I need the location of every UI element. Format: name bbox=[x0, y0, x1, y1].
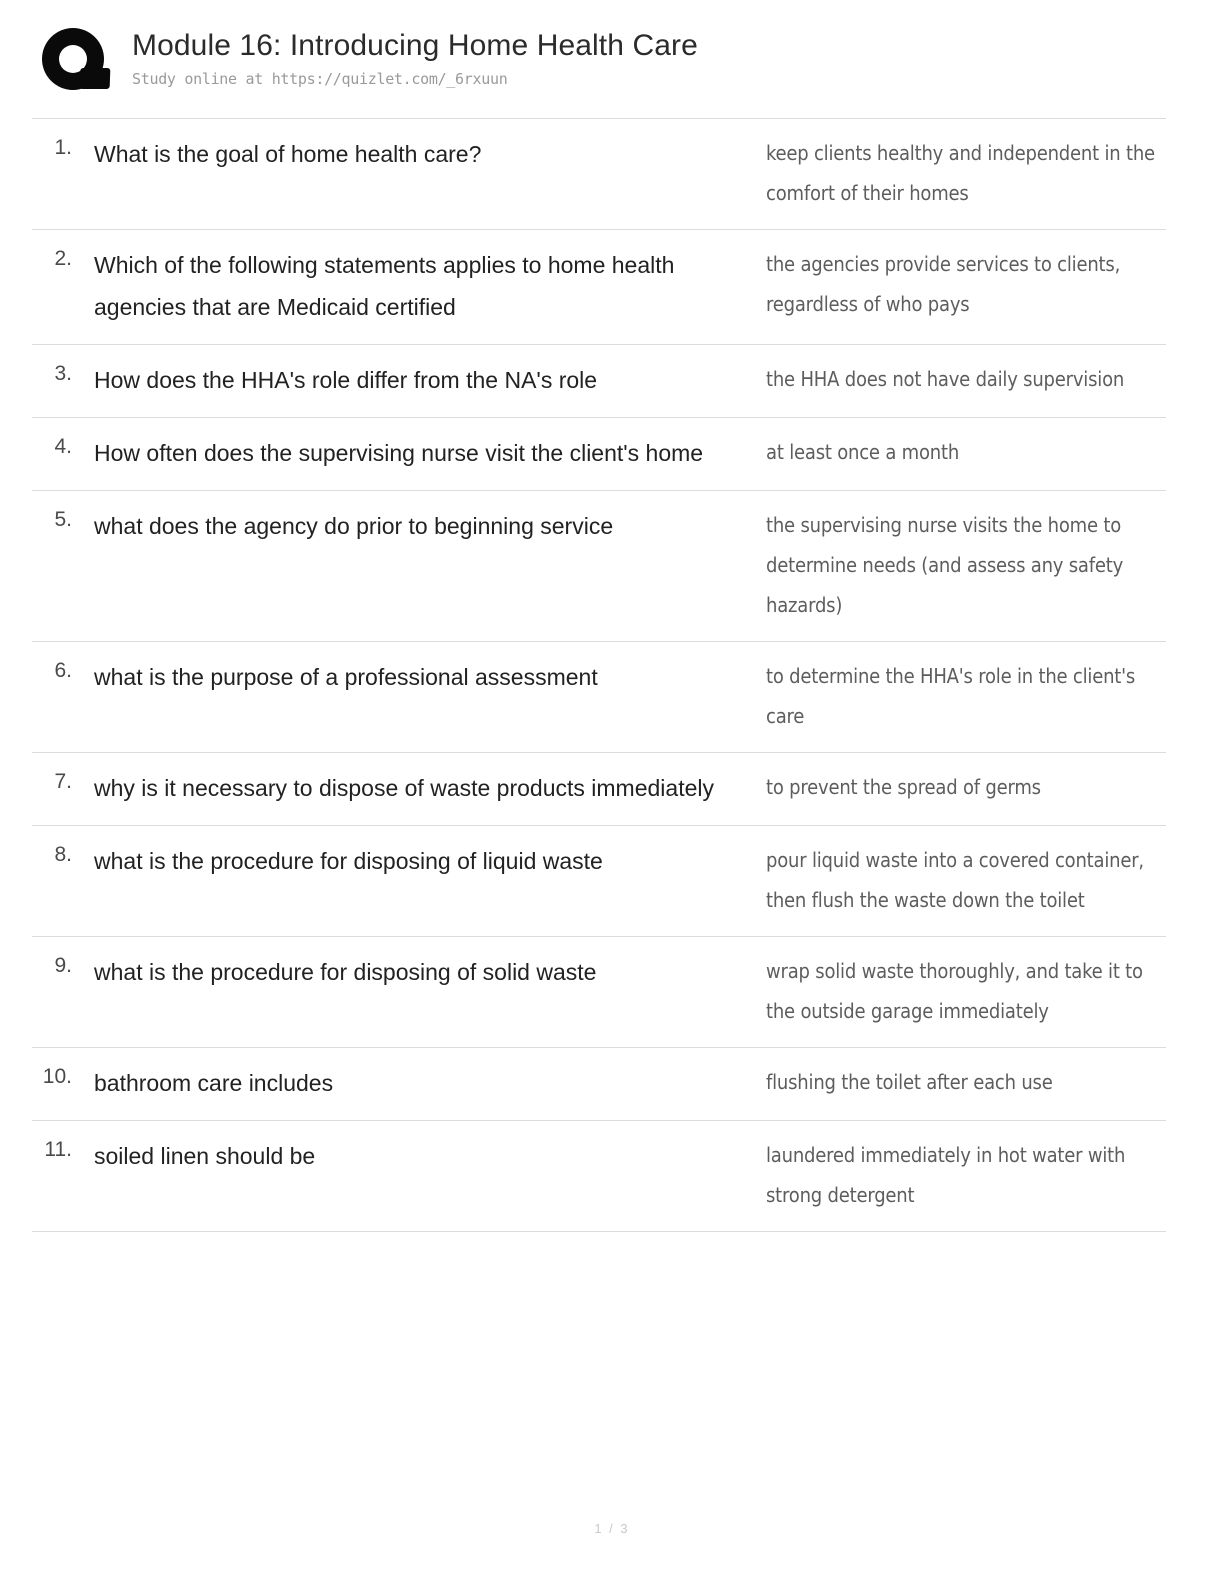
card-definition: at least once a month bbox=[766, 440, 960, 464]
table-row bbox=[32, 642, 1166, 753]
table-row bbox=[32, 937, 1166, 1048]
card-term: Which of the following statements applies to home health agencies that are Medicaid certified bbox=[94, 252, 675, 320]
table-row bbox=[32, 345, 1166, 418]
card-term: How does the HHA's role differ from the NA's role bbox=[94, 367, 598, 393]
card-number: 8. bbox=[54, 843, 72, 866]
card-definition: the agencies provide services to clients, regardless of who pays bbox=[766, 252, 1121, 316]
table-row bbox=[32, 230, 1166, 345]
card-definition: keep clients healthy and independent in the comfort of their homes bbox=[766, 141, 1155, 205]
card-term: How often does the supervising nurse visit the client's home bbox=[94, 440, 704, 466]
card-number: 4. bbox=[54, 435, 72, 458]
card-term: what is the procedure for disposing of solid waste bbox=[94, 959, 597, 985]
card-definition: to determine the HHA's role in the client's care bbox=[766, 664, 1136, 728]
card-term: what is the procedure for disposing of liquid waste bbox=[94, 848, 603, 874]
title-block bbox=[114, 22, 698, 89]
card-definition: the HHA does not have daily supervision bbox=[766, 367, 1125, 391]
card-definition: the supervising nurse visits the home to determine needs (and assess any safety hazards) bbox=[766, 513, 1124, 617]
page-footer: 1 / 3 bbox=[594, 1521, 630, 1536]
card-number: 7. bbox=[54, 770, 72, 793]
card-definition: flushing the toilet after each use bbox=[766, 1070, 1053, 1094]
page-title: Module 16: Introducing Home Health Care bbox=[132, 29, 698, 62]
table-row bbox=[32, 1048, 1166, 1121]
card-number: 9. bbox=[54, 954, 72, 977]
card-number: 11. bbox=[44, 1138, 72, 1161]
quizlet-q-logo-icon bbox=[36, 24, 114, 102]
card-definition: to prevent the spread of germs bbox=[766, 775, 1041, 799]
card-number: 2. bbox=[54, 247, 72, 270]
card-definition: laundered immediately in hot water with strong detergent bbox=[766, 1143, 1126, 1207]
card-number: 5. bbox=[54, 508, 72, 531]
card-definition: wrap solid waste thoroughly, and take it to the outside garage immediately bbox=[766, 959, 1143, 1023]
flashcard-list bbox=[32, 118, 1166, 1232]
card-number: 3. bbox=[54, 362, 72, 385]
logo-tail bbox=[80, 68, 111, 89]
table-row bbox=[32, 826, 1166, 937]
card-term: why is it necessary to dispose of waste products immediately bbox=[94, 775, 714, 801]
card-definition: pour liquid waste into a covered container, then flush the waste down the toilet bbox=[766, 848, 1144, 912]
document-header bbox=[32, 22, 1166, 112]
card-term: what does the agency do prior to beginning service bbox=[94, 513, 614, 539]
table-row bbox=[32, 753, 1166, 826]
table-row bbox=[32, 1121, 1166, 1232]
table-row bbox=[32, 119, 1166, 230]
card-term: what is the purpose of a professional assessment bbox=[94, 664, 598, 690]
table-row bbox=[32, 418, 1166, 491]
card-number: 6. bbox=[54, 659, 72, 682]
card-number: 1. bbox=[54, 136, 72, 159]
card-term: bathroom care includes bbox=[94, 1070, 334, 1096]
card-term: What is the goal of home health care? bbox=[94, 141, 482, 167]
card-number: 10. bbox=[42, 1065, 72, 1088]
page-subtitle: Study online at https://quizlet.com/_6rxuun bbox=[132, 70, 508, 88]
card-term: soiled linen should be bbox=[94, 1143, 316, 1169]
table-row bbox=[32, 491, 1166, 642]
